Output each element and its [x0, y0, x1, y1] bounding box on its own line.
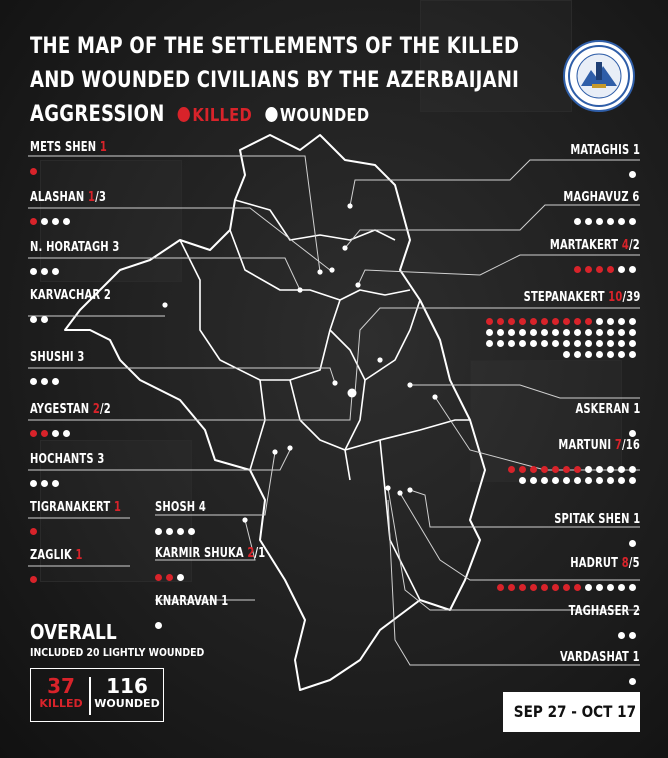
- settlement-name: HADRUT: [570, 556, 619, 571]
- dot-row: [155, 566, 188, 577]
- dot-row: [30, 370, 63, 381]
- killed-dot: [30, 168, 37, 175]
- killed-count: 8: [622, 556, 630, 571]
- wounded-dot: [563, 477, 570, 484]
- map-marker-large: [348, 389, 357, 398]
- totals-box: [30, 668, 164, 722]
- settlement-name: KARMIR SHUKA: [155, 546, 244, 561]
- killed-count: 2: [247, 546, 255, 561]
- map-marker: [397, 490, 402, 495]
- wounded-count: 4: [198, 500, 206, 515]
- casualty-dots-aygestan: [30, 422, 74, 433]
- wounded-dot: [596, 477, 603, 484]
- title-line-2: AND WOUNDED CIVILIANS BY THE AZERBAIJANI: [30, 68, 520, 93]
- wounded-count: /16: [622, 438, 640, 453]
- wounded-count: 1: [632, 402, 640, 417]
- casualty-dots-maghavuz: [574, 210, 640, 221]
- wounded-dot: [629, 632, 636, 639]
- map-marker: [355, 282, 360, 287]
- settlement-name: MARTAKERT: [550, 238, 619, 253]
- dot-row: [30, 568, 41, 579]
- settlement-name: METS SHEN: [30, 140, 97, 155]
- wounded-count: /39: [622, 290, 640, 305]
- settlement-name: HOCHANTS: [30, 452, 94, 467]
- casualty-dots-martakert: [574, 258, 640, 269]
- killed-count: 1: [99, 140, 107, 155]
- casualty-dots-tigranakert: [30, 520, 41, 531]
- settlement-label-martakert: [550, 238, 640, 253]
- settlement-label-vardashat: [560, 650, 640, 665]
- settlement-label-knaravan: [155, 594, 228, 609]
- map-marker: [342, 245, 347, 250]
- wounded-dot: [629, 584, 636, 591]
- wounded-dot: [41, 268, 48, 275]
- settlement-name: MAGHAVUZ: [563, 190, 630, 205]
- wounded-count: /1: [254, 546, 266, 561]
- title-line-3: [30, 98, 448, 133]
- wounded-dot: [166, 528, 173, 535]
- wounded-dot: [188, 528, 195, 535]
- dot-row: [629, 532, 640, 543]
- wounded-dot: [41, 316, 48, 323]
- wounded-count: 1: [221, 594, 229, 609]
- settlement-label-spitak-shen: [554, 512, 640, 527]
- legend-wounded-label: WOUNDED: [279, 105, 370, 126]
- wounded-dot: [497, 340, 504, 347]
- dot-row: [618, 624, 640, 635]
- casualty-dots-martuni: [508, 458, 640, 480]
- legend-wounded-dot: [265, 107, 277, 122]
- wounded-dot: [618, 584, 625, 591]
- wounded-dot: [574, 351, 581, 358]
- settlement-label-karmir-shuka: [155, 546, 265, 561]
- casualty-dots-karvachar: [30, 308, 52, 319]
- dot-row: [629, 422, 640, 433]
- district-borders: [180, 200, 470, 600]
- killed-dot: [41, 430, 48, 437]
- wounded-dot: [585, 477, 592, 484]
- killed-dot: [541, 584, 548, 591]
- casualty-dots-askeran: [629, 422, 640, 433]
- wounded-dot: [607, 584, 614, 591]
- wounded-dot: [574, 477, 581, 484]
- wounded-dot: [155, 528, 162, 535]
- dot-row: [155, 520, 199, 531]
- wounded-dot: [41, 218, 48, 225]
- infographic-title: [30, 30, 520, 133]
- killed-count: 1: [113, 500, 122, 515]
- settlement-label-maghavuz: [564, 190, 640, 205]
- map-marker: [332, 380, 337, 385]
- settlement-label-hadrut: [571, 556, 640, 571]
- settlement-name: SPITAK SHEN: [553, 512, 630, 527]
- total-killed-value: 37: [47, 674, 75, 698]
- dot-row: [30, 422, 74, 433]
- wounded-dot: [552, 340, 559, 347]
- wounded-dot: [30, 316, 37, 323]
- killed-dot: [30, 528, 37, 535]
- map-marker: [407, 487, 412, 492]
- dot-row: [30, 472, 63, 483]
- settlement-label-alashan: [30, 190, 106, 205]
- wounded-dot: [52, 378, 59, 385]
- settlement-name: MATAGHIS: [570, 143, 630, 158]
- map-marker: [287, 445, 292, 450]
- casualty-dots-mets-shen: [30, 160, 41, 171]
- killed-count: 10: [607, 290, 623, 305]
- settlement-label-karvachar: [30, 288, 111, 303]
- killed-dot: [30, 218, 37, 225]
- casualty-dots-alashan: [30, 210, 74, 221]
- settlement-label-aygestan: [30, 402, 111, 417]
- settlement-label-zaglik: [30, 548, 83, 563]
- wounded-dot: [63, 218, 70, 225]
- settlement-label-shushi: [30, 350, 84, 365]
- map-marker: [297, 287, 302, 292]
- wounded-count: /2: [629, 238, 640, 253]
- settlement-name: SHOSH: [155, 500, 196, 515]
- total-killed-label: KILLED: [39, 697, 83, 710]
- wounded-dot: [52, 268, 59, 275]
- wounded-dot: [486, 340, 493, 347]
- dot-row: [486, 310, 640, 321]
- casualty-dots-shushi: [30, 370, 63, 381]
- casualty-dots-taghaser: [618, 624, 640, 635]
- dot-row: [30, 308, 52, 319]
- legend-killed-label: KILLED: [192, 105, 252, 126]
- wounded-count: 2: [103, 288, 111, 303]
- coat-of-arms-seal-icon: [563, 40, 635, 112]
- wounded-dot: [155, 622, 162, 629]
- wounded-dot: [41, 378, 48, 385]
- settlement-label-mataghis: [570, 143, 640, 158]
- total-wounded-value: 116: [106, 674, 148, 698]
- wounded-dot: [596, 351, 603, 358]
- wounded-dot: [596, 218, 603, 225]
- killed-count: 7: [614, 438, 623, 453]
- killed-dot: [563, 584, 570, 591]
- map-marker: [385, 485, 390, 490]
- wounded-dot: [629, 171, 636, 178]
- settlement-label-n-horatagh: [30, 240, 120, 255]
- casualty-dots-stepanakert: [486, 310, 640, 354]
- total-wounded: [93, 675, 161, 710]
- wounded-dot: [629, 430, 636, 437]
- wounded-dot: [63, 430, 70, 437]
- dot-row: [629, 163, 640, 174]
- wounded-count: /2: [99, 402, 111, 417]
- wounded-dot: [629, 540, 636, 547]
- wounded-dot: [52, 480, 59, 487]
- casualty-dots-karmir-shuka: [155, 566, 188, 577]
- map-marker: [407, 382, 412, 387]
- wounded-dot: [629, 477, 636, 484]
- total-wounded-label: WOUNDED: [94, 697, 160, 710]
- totals-divider: [89, 677, 91, 715]
- title-line-3-text: AGGRESSION: [30, 102, 165, 127]
- legend-killed-dot: [178, 107, 190, 122]
- settlement-label-hochants: [30, 452, 104, 467]
- killed-count: 1: [75, 548, 83, 563]
- wounded-dot: [574, 218, 581, 225]
- wounded-dot: [629, 351, 636, 358]
- wounded-count: 1: [632, 143, 640, 158]
- wounded-dot: [618, 351, 625, 358]
- settlement-label-stepanakert: [523, 290, 640, 305]
- killed-dot: [519, 584, 526, 591]
- killed-dot: [508, 584, 515, 591]
- settlement-label-mets-shen: [30, 140, 107, 155]
- wounded-dot: [563, 351, 570, 358]
- killed-dot: [574, 584, 581, 591]
- wounded-count: 6: [632, 190, 640, 205]
- wounded-dot: [30, 480, 37, 487]
- casualty-dots-vardashat: [629, 670, 640, 681]
- date-range-badge: [503, 692, 640, 732]
- settlement-name: N. HORATAGH: [30, 240, 109, 255]
- wounded-dot: [629, 678, 636, 685]
- wounded-dot: [519, 340, 526, 347]
- settlement-name: STEPANAKERT: [523, 290, 605, 305]
- casualty-dots-knaravan: [155, 614, 166, 625]
- settlement-name: VARDASHAT: [560, 650, 630, 665]
- killed-dot: [30, 576, 37, 583]
- killed-count: 4: [622, 238, 630, 253]
- map-marker: [329, 267, 334, 272]
- leader-lines: [28, 156, 640, 665]
- wounded-dot: [508, 340, 515, 347]
- settlement-name: ASKERAN: [575, 402, 630, 417]
- settlement-label-shosh: [155, 500, 206, 515]
- dot-row: [486, 321, 640, 332]
- dot-row: [30, 160, 41, 171]
- killed-dot: [497, 584, 504, 591]
- settlement-name: KARVACHAR: [30, 288, 101, 303]
- wounded-dot: [585, 584, 592, 591]
- wounded-dot: [177, 574, 184, 581]
- overall-note: INCLUDED 20 LIGHTLY WOUNDED: [30, 646, 205, 659]
- wounded-dot: [618, 477, 625, 484]
- wounded-dot: [52, 218, 59, 225]
- casualty-dots-zaglik: [30, 568, 41, 579]
- dot-row: [30, 260, 63, 271]
- wounded-dot: [177, 528, 184, 535]
- dot-row: [155, 614, 166, 625]
- wounded-dot: [552, 477, 559, 484]
- wounded-dot: [585, 218, 592, 225]
- wounded-count: /5: [629, 556, 640, 571]
- settlement-name: MARTUNI: [558, 438, 612, 453]
- wounded-dot: [30, 378, 37, 385]
- killed-dot: [574, 266, 581, 273]
- wounded-dot: [629, 266, 636, 273]
- wounded-dot: [607, 351, 614, 358]
- dot-row: [574, 258, 640, 269]
- dot-row: [508, 469, 640, 480]
- casualty-dots-shosh: [155, 520, 199, 531]
- wounded-count: 1: [632, 650, 640, 665]
- wounded-dot: [629, 218, 636, 225]
- wounded-dot: [41, 480, 48, 487]
- wounded-dot: [596, 584, 603, 591]
- wounded-dot: [618, 632, 625, 639]
- settlement-label-taghaser: [569, 604, 640, 619]
- killed-dot: [552, 584, 559, 591]
- killed-dot: [155, 574, 162, 581]
- casualty-dots-mataghis: [629, 163, 640, 174]
- map-marker: [317, 269, 322, 274]
- killed-dot: [530, 584, 537, 591]
- wounded-dot: [618, 218, 625, 225]
- overall-heading: OVERALL: [30, 620, 117, 644]
- killed-dot: [508, 466, 515, 473]
- wounded-count: /3: [95, 190, 107, 205]
- dot-row: [486, 332, 640, 343]
- date-range-text: SEP 27 - OCT 17: [513, 702, 637, 721]
- wounded-dot: [541, 477, 548, 484]
- casualty-dots-hadrut: [497, 576, 640, 587]
- dot-row: [497, 576, 640, 587]
- wounded-count: 2: [632, 604, 640, 619]
- wounded-dot: [52, 430, 59, 437]
- map-marker: [272, 449, 277, 454]
- map-marker: [347, 203, 352, 208]
- map-marker: [162, 302, 167, 307]
- settlement-name: KNARAVAN: [155, 594, 218, 609]
- killed-dot: [585, 266, 592, 273]
- settlement-markers: [162, 203, 437, 522]
- settlement-name: ZAGLIK: [30, 548, 72, 563]
- wounded-dot: [530, 340, 537, 347]
- wounded-dot: [541, 340, 548, 347]
- wounded-count: 1: [632, 512, 640, 527]
- casualty-dots-n-horatagh: [30, 260, 63, 271]
- dot-row: [629, 670, 640, 681]
- killed-count: 2: [92, 402, 100, 417]
- wounded-dot: [530, 477, 537, 484]
- overall-section: [30, 620, 235, 659]
- wounded-dot: [607, 477, 614, 484]
- settlement-name: AYGESTAN: [30, 402, 90, 417]
- map-marker: [377, 357, 382, 362]
- wounded-count: 3: [112, 240, 120, 255]
- map-marker: [432, 394, 437, 399]
- settlement-label-askeran: [575, 402, 640, 417]
- settlement-label-tigranakert: [30, 500, 121, 515]
- dot-row: [30, 210, 74, 221]
- wounded-dot: [519, 477, 526, 484]
- killed-dot: [166, 574, 173, 581]
- killed-count: 1: [88, 190, 96, 205]
- dot-row: [30, 520, 41, 531]
- settlement-name: SHUSHI: [30, 350, 74, 365]
- wounded-dot: [618, 266, 625, 273]
- wounded-dot: [30, 268, 37, 275]
- total-killed: [31, 675, 91, 710]
- wounded-count: 3: [97, 452, 105, 467]
- wounded-count: 3: [77, 350, 85, 365]
- settlement-label-martuni: [558, 438, 640, 453]
- casualty-dots-hochants: [30, 472, 63, 483]
- dot-row: [574, 210, 640, 221]
- wounded-dot: [607, 218, 614, 225]
- killed-dot: [30, 430, 37, 437]
- settlement-name: ALASHAN: [30, 190, 85, 205]
- title-line-1: THE MAP OF THE SETTLEMENTS OF THE KILLED: [30, 34, 520, 59]
- casualty-dots-spitak-shen: [629, 532, 640, 543]
- settlement-name: TIGRANAKERT: [30, 500, 111, 515]
- killed-dot: [607, 266, 614, 273]
- killed-dot: [596, 266, 603, 273]
- settlement-name: TAGHASER: [568, 604, 630, 619]
- dot-row: [508, 458, 640, 469]
- wounded-dot: [585, 351, 592, 358]
- map-marker: [242, 517, 247, 522]
